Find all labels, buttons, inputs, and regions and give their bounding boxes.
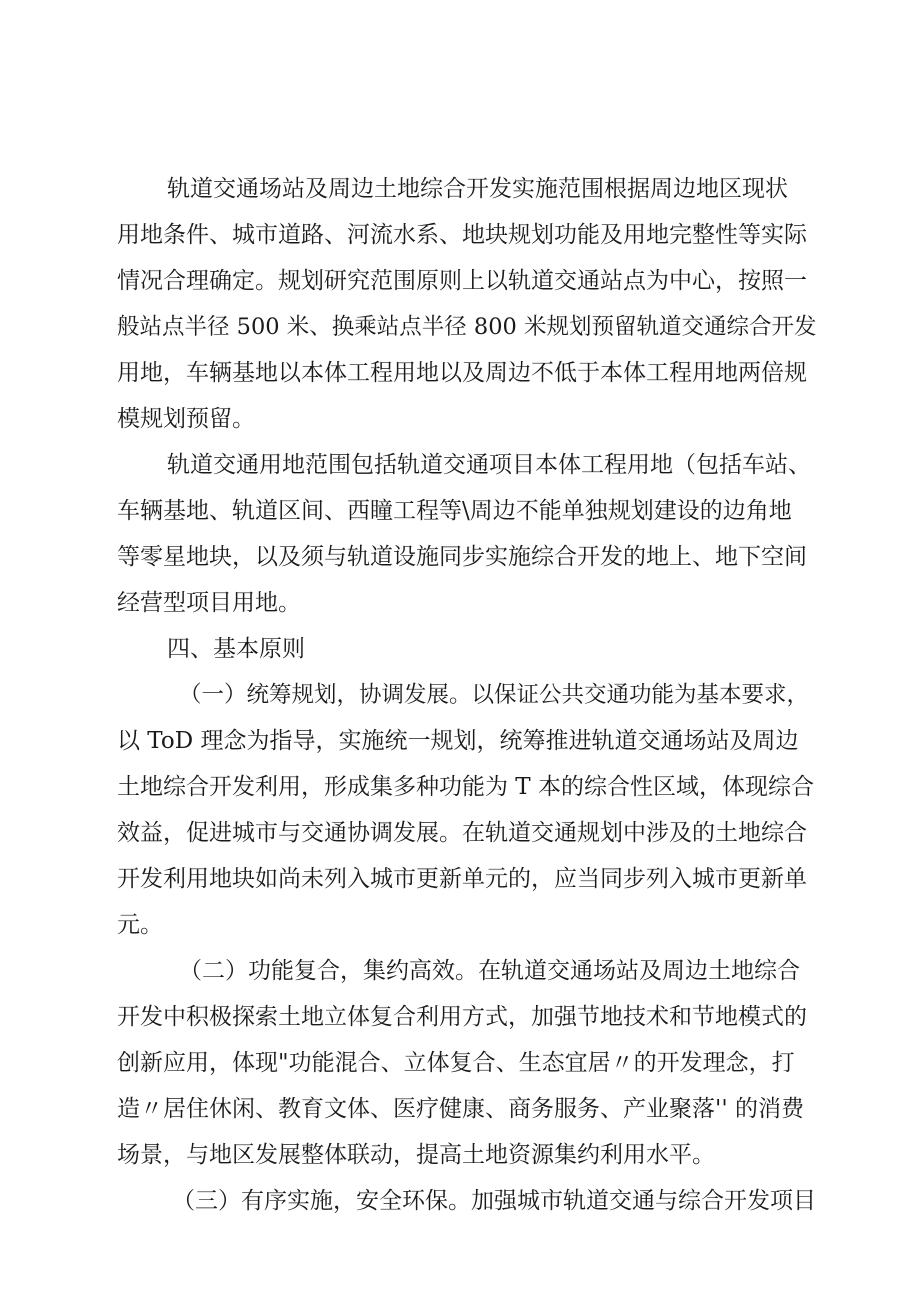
section-heading: 四、基本原则 [167, 636, 305, 662]
paragraph-5-line-1: （三）有序实施，安全环保。加强城市轨道交通与综合开发项目 [172, 1188, 816, 1214]
paragraph-4-line-4: 造〃居住休闲、教育文体、医疗健康、商务服务、产业聚落'' 的消费 [117, 1096, 804, 1122]
paragraph-4-line-1: （二）功能复合，集约高效。在轨道交通场站及周边土地综合 [179, 958, 800, 984]
paragraph-4-line-2: 开发中积极探索土地立体复合利用方式，加强节地技术和节地模式的 [117, 1004, 807, 1030]
paragraph-3-line-1: （一）统筹规划，协调发展。以保证公共交通功能为基本要求， [179, 682, 810, 708]
paragraph-4-line-5: 场景，与地区发展整体联动，提高土地资源集约利用水平。 [117, 1142, 715, 1168]
paragraph-1-line-6: 模规划预留。 [117, 406, 255, 432]
paragraph-2-line-1: 轨道交通用地范围包括轨道交通项目本体工程用地（包括车站、 [167, 452, 811, 478]
paragraph-2-line-3: 等零星地块，以及须与轨道设施同步实施综合开发的地上、地下空间 [117, 544, 807, 570]
paragraph-1-line-2: 用地条件、城市道路、河流水系、地块规划功能及用地完整性等实际 [117, 222, 807, 248]
paragraph-3-line-6: 元。 [117, 912, 163, 938]
paragraph-1-line-1: 轨道交通场站及周边土地综合开发实施范围根据周边地区现状 [167, 176, 788, 202]
document-body [117, 166, 817, 1224]
paragraph-1-line-5: 用地，车辆基地以本体工程用地以及周边不低于本体工程用地两倍规 [117, 360, 807, 386]
paragraph-2-line-4: 经营型项目用地。 [117, 590, 301, 616]
paragraph-1-line-3: 情况合理确定。规划研究范围原则上以轨道交通站点为中心，按照一 [117, 268, 807, 294]
paragraph-3-line-5: 开发利用地块如尚未列入城市更新单元的，应当同步列入城市更新单 [117, 866, 807, 892]
paragraph-2-line-2: 车辆基地、轨道区间、西瞳工程等\周边不能单独规划建设的边角地 [117, 498, 792, 524]
paragraph-3-line-2: 以 ToD 理念为指导，实施统一规划，统筹推进轨道交通场站及周边 [117, 728, 799, 754]
paragraph-1-line-4: 般站点半径 500 米、换乘站点半径 800 米规划预留轨道交通综合开发 [117, 314, 817, 340]
paragraph-3-line-4: 效益，促进城市与交通协调发展。在轨道交通规划中涉及的土地综合 [117, 820, 807, 846]
paragraph-4-line-3: 创新应用，体现"功能混合、立体复合、生态宜居〃的开发理念，打 [117, 1050, 795, 1076]
paragraph-3-line-3: 土地综合开发利用，形成集多种功能为 T 本的综合性区域，体现综合 [117, 774, 814, 800]
